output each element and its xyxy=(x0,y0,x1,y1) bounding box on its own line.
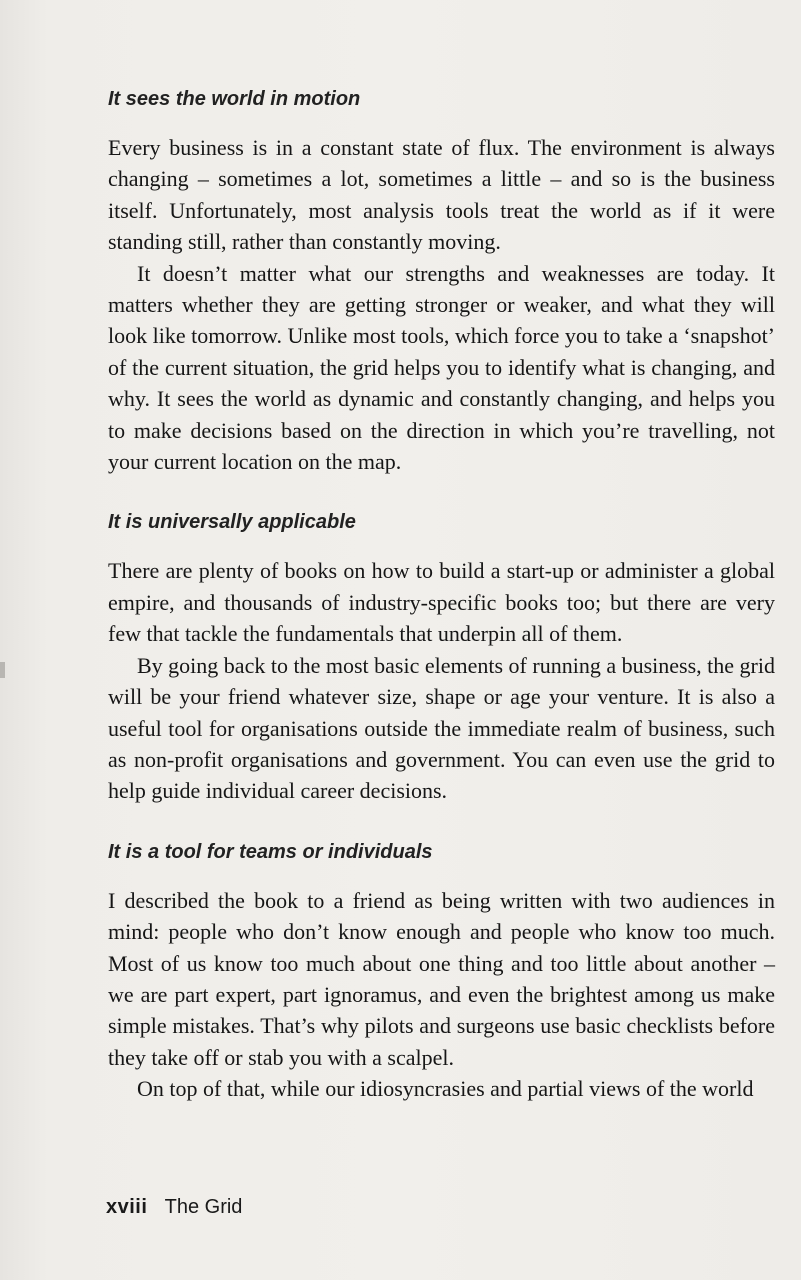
page-number: xviii xyxy=(106,1196,148,1218)
text-column xyxy=(108,84,775,1135)
page-footer xyxy=(106,1196,242,1219)
section-world-in-motion xyxy=(108,84,775,477)
section-heading: It sees the world in motion xyxy=(108,88,361,110)
section-universally-applicable xyxy=(108,507,775,806)
section-heading: It is universally applicable xyxy=(108,511,356,534)
running-title: The Grid xyxy=(164,1196,243,1218)
section-teams-or-individuals xyxy=(108,837,775,1105)
paragraph: It doesn’t matter what our strengths and weaknesses are today. It matters whether they are getting stronger or weaker, and what they will look like tomorrow. Unlike most tools, which force you to take a ‘snapshot’ of the current situation, the grid helps you to identify what is changing, and why. It sees the world as dynamic and constantly changing, and helps you to make decisions based on the direction in which you’re travelling, not your current location on the map. xyxy=(108,260,776,475)
section-heading: It is a tool for teams or individuals xyxy=(108,840,433,863)
paragraph: Every business is in a constant state of flux. The environment is always changing – sometimes a lot, sometimes a little – and so is the business itself. Unfortunately, most analysis tools treat the world as if it were standing still, rather than constantly moving. xyxy=(108,135,775,255)
paragraph: There are plenty of books on how to build a start-up or administer a global empire, and thousands of industry-specific books too; but there are very few that tackle the fundamentals that underpin all of them. xyxy=(108,558,775,647)
paragraph: By going back to the most basic elements of running a business, the grid will be your friend whatever size, shape or age your venture. It is also a useful tool for organisations outside the immediate realm of business, such as non-profit organisations and government. You can even use the grid to help guide individual career decisions. xyxy=(108,652,775,804)
paragraph: On top of that, while our idiosyncrasies and partial views of the world xyxy=(137,1076,754,1102)
page-edge-mark xyxy=(0,662,5,678)
paragraph: I described the book to a friend as being written with two audiences in mind: people who don’t know enough and people who know too much. Most of us know too much about one thing and too little about another – we are part expert, part ignoramus, and even the brightest among us make simple mistakes. That’s why pilots and surgeons use basic checklists before they take off or stab you with a scalpel. xyxy=(108,887,775,1070)
